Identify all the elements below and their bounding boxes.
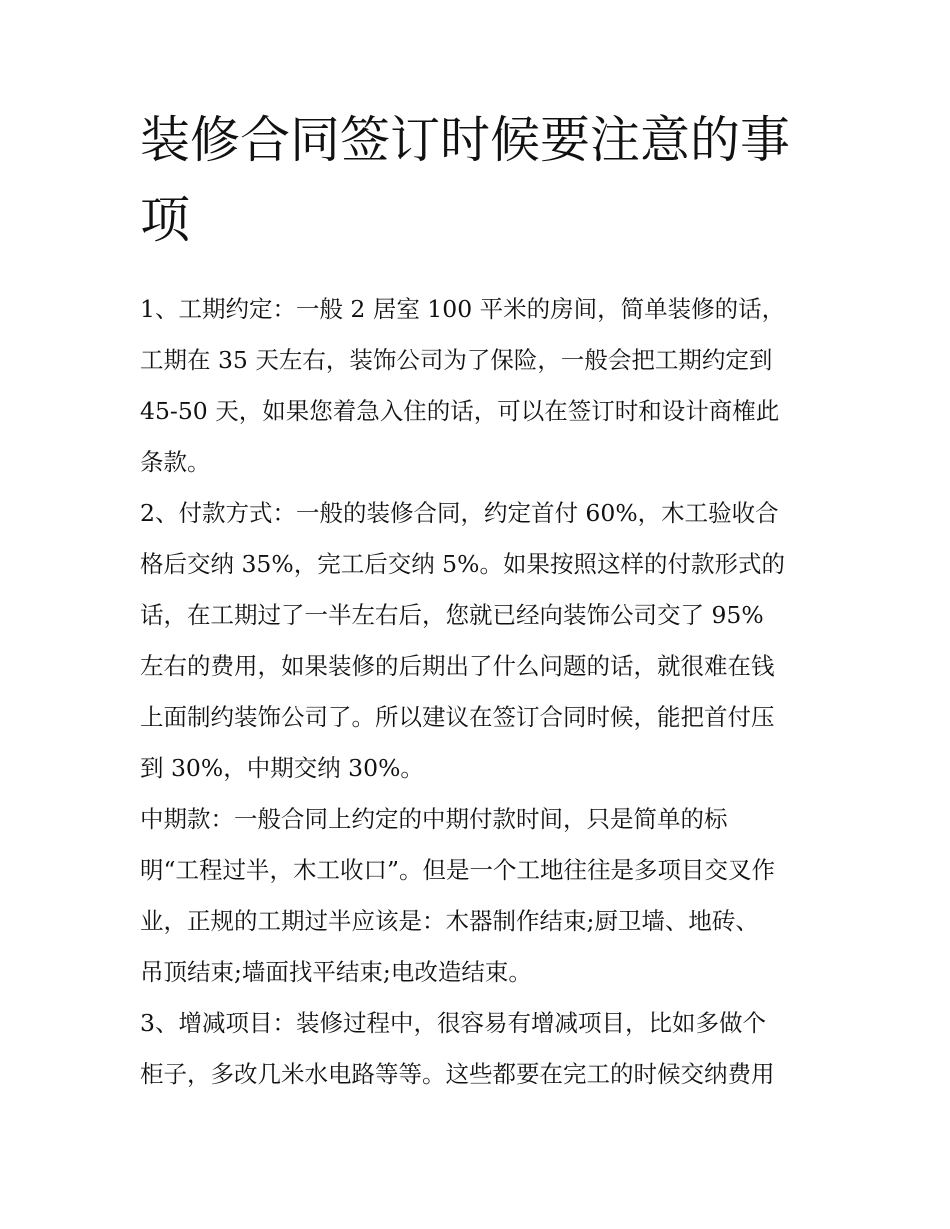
text-line: 格后交纳 35%，完工后交纳 5%。如果按照这样的付款形式的 — [140, 550, 785, 578]
text-line: 左右的费用，如果装修的后期出了什么问题的话，就很难在钱 — [140, 652, 775, 680]
text-line: 条款。 — [140, 448, 211, 476]
paragraph-additional-items — [140, 998, 820, 1100]
text-line: 上面制约装饰公司了。所以建议在签订合同时候，能把首付压 — [140, 703, 775, 731]
text-line: 1、工期约定：一般 2 居室 100 平米的房间，简单装修的话， — [140, 295, 786, 323]
text-line: 柜子，多改几米水电路等等。这些都要在完工的时候交纳费用 — [140, 1060, 775, 1088]
text-line: 工期在 35 天左右，装饰公司为了保险，一般会把工期约定到 — [140, 346, 773, 374]
paragraph-mid-payment — [140, 794, 820, 998]
text-line: 45-50 天，如果您着急入住的话，可以在签订时和设计商榷此 — [140, 397, 780, 425]
text-line: 话，在工期过了一半左右后，您就已经向装饰公司交了 95% — [140, 601, 764, 629]
text-line: 中期款：一般合同上约定的中期付款时间，只是简单的标 — [140, 805, 728, 833]
document-body — [140, 100, 820, 1100]
title-line: 项 — [140, 191, 190, 249]
text-line: 明“工程过半，木工收口”。但是一个工地往往是多项目交叉作 — [140, 856, 776, 884]
paragraph-payment-method — [140, 488, 820, 794]
text-line: 吊顶结束;墙面找平结束;电改造结束。 — [140, 958, 532, 986]
paragraph-construction-period — [140, 284, 820, 488]
title-line: 装修合同签订时候要注意的事 — [140, 111, 790, 169]
text-line: 2、付款方式：一般的装修合同，约定首付 60%，木工验收合 — [140, 499, 779, 527]
text-line: 3、增减项目：装修过程中，很容易有增减项目，比如多做个 — [140, 1009, 766, 1037]
text-line: 到 30%，中期交纳 30%。 — [140, 754, 424, 782]
text-line: 业，正规的工期过半应该是：木器制作结束;厨卫墙、地砖、 — [140, 907, 759, 935]
document-title — [140, 100, 820, 260]
